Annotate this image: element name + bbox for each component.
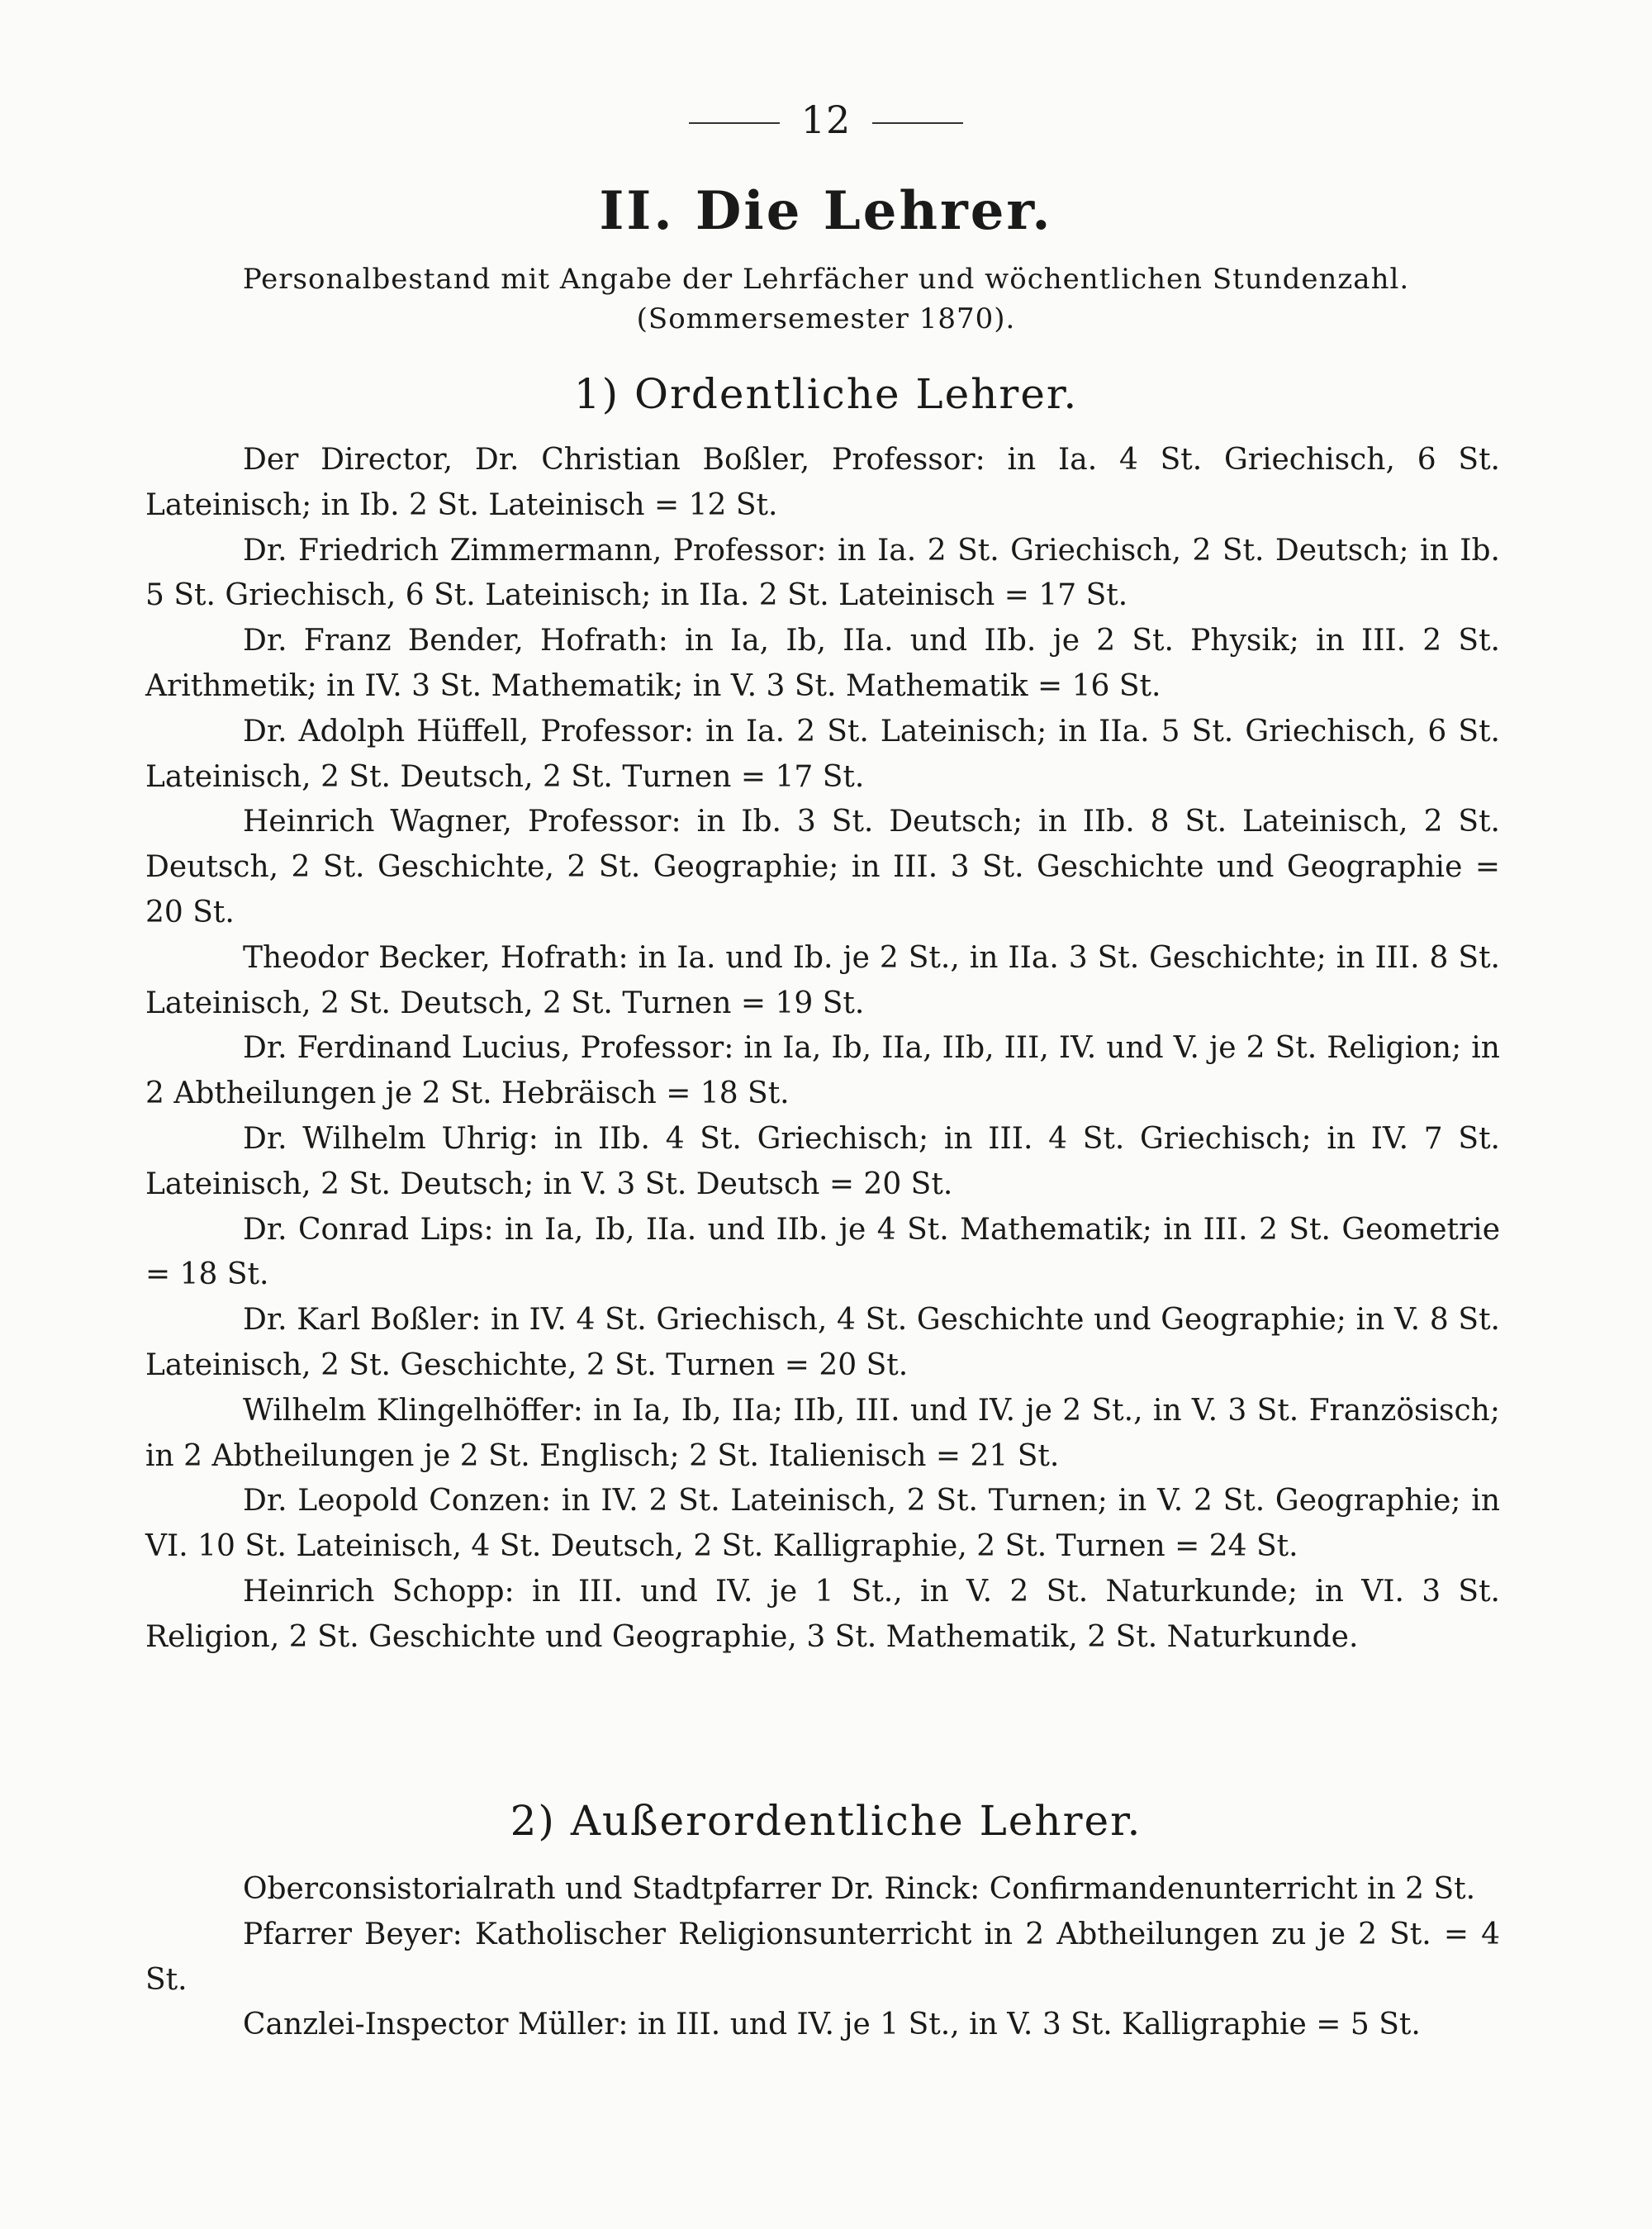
teacher-entry: Canzlei-Inspector Müller: in III. und IV. je 1 St., in V. 3 St. Kalligraphie = 5 St. xyxy=(243,2008,1421,2042)
teacher-entry: Dr. Ferdinand Lucius, Professor: in Ia, Ib, IIa, IIb, III, IV. und V. je 2 St. Religion; in 2 Abtheilungen je 2 St. Hebräisch = 18 St. xyxy=(145,1031,1500,1111)
teacher-entry: Dr. Karl Boßler: in IV. 4 St. Griechisch, 4 St. Geschichte und Geographie; in V. 8 St. Lateinisch, 2 St. Geschichte, 2 St. Turnen = 20 St. xyxy=(145,1303,1500,1382)
section-heading-extraordinary-teachers: 2) Außerordentliche Lehrer. xyxy=(510,1797,1142,1845)
extraordinary-teachers-list xyxy=(145,1867,1500,2048)
chapter-title: II. Die Lehrer. xyxy=(599,180,1053,242)
regular-teachers-list xyxy=(145,438,1500,1661)
teacher-entry: Der Director, Dr. Christian Boßler, Professor: in Ia. 4 St. Griechisch, 6 St. Lateinisch; in Ib. 2 St. Lateinisch = 12 St. xyxy=(145,443,1500,522)
teacher-entry: Dr. Adolph Hüffell, Professor: in Ia. 2 St. Lateinisch; in IIa. 5 St. Griechisch, 6 St. Lateinisch, 2 St. Deutsch, 2 St. Turnen = 17 St. xyxy=(145,714,1500,794)
header-rule-left xyxy=(689,122,780,124)
header-rule-right xyxy=(872,122,963,124)
section-heading-regular-teachers: 1) Ordentliche Lehrer. xyxy=(573,370,1079,418)
page-header xyxy=(0,97,1652,142)
teacher-entry: Heinrich Schopp: in III. und IV. je 1 St., in V. 2 St. Naturkunde; in VI. 3 St. Religion, 2 St. Geschichte und Geographie, 3 St. Mathematik, 2 St. Naturkunde. xyxy=(145,1574,1500,1654)
teacher-entry: Wilhelm Klingelhöffer: in Ia, Ib, IIa; IIb, III. und IV. je 2 St., in V. 3 St. Französisch; in 2 Abtheilungen je 2 St. Englisch; 2 St. Italienisch = 21 St. xyxy=(145,1393,1500,1473)
teacher-entry: Pfarrer Beyer: Katholischer Religionsunterricht in 2 Abtheilungen zu je 2 St. = 4 St. xyxy=(145,1917,1500,1997)
teacher-entry: Dr. Franz Bender, Hofrath: in Ia, Ib, IIa. und IIb. je 2 St. Physik; in III. 2 St. Arithmetik; in IV. 3 St. Mathematik; in V. 3 St. Mathematik = 16 St. xyxy=(145,624,1500,703)
teacher-entry: Dr. Wilhelm Uhrig: in IIb. 4 St. Griechisch; in III. 4 St. Griechisch; in IV. 7 St. Lateinisch, 2 St. Deutsch; in V. 3 St. Deutsch = 20 St. xyxy=(145,1121,1500,1201)
teacher-entry: Heinrich Wagner, Professor: in Ib. 3 St. Deutsch; in IIb. 8 St. Lateinisch, 2 St. Deutsch, 2 St. Geschichte, 2 St. Geographie; in III. 3 St. Geschichte und Geographie = 20 St. xyxy=(145,805,1500,929)
teacher-entry: Dr. Friedrich Zimmermann, Professor: in Ia. 2 St. Griechisch, 2 St. Deutsch; in Ib. 5 St. Griechisch, 6 St. Lateinisch; in IIa. 2 St. Lateinisch = 17 St. xyxy=(145,533,1500,613)
teacher-entry: Dr. Conrad Lips: in Ia, Ib, IIa. und IIb. je 4 St. Mathematik; in III. 2 St. Geometrie = 18 St. xyxy=(145,1212,1500,1292)
teacher-entry: Oberconsistorialrath und Stadtpfarrer Dr. Rinck: Confirmandenunterricht in 2 St. xyxy=(243,1872,1476,1906)
teacher-entry: Dr. Leopold Conzen: in IV. 2 St. Lateinisch, 2 St. Turnen; in V. 2 St. Geographie; in VI. 10 St. Lateinisch, 4 St. Deutsch, 2 St. Kalligraphie, 2 St. Turnen = 24 St. xyxy=(145,1484,1500,1564)
page-number: 12 xyxy=(800,97,852,142)
chapter-subtitle: Personalbestand mit Angabe der Lehrfächer und wöchentlichen Stundenzahl. xyxy=(242,263,1410,296)
teacher-entry: Theodor Becker, Hofrath: in Ia. und Ib. je 2 St., in IIa. 3 St. Geschichte; in III. 8 St. Lateinisch, 2 St. Deutsch, 2 St. Turnen = 19 St. xyxy=(145,940,1500,1020)
semester-note: (Sommersemester 1870). xyxy=(636,302,1016,335)
